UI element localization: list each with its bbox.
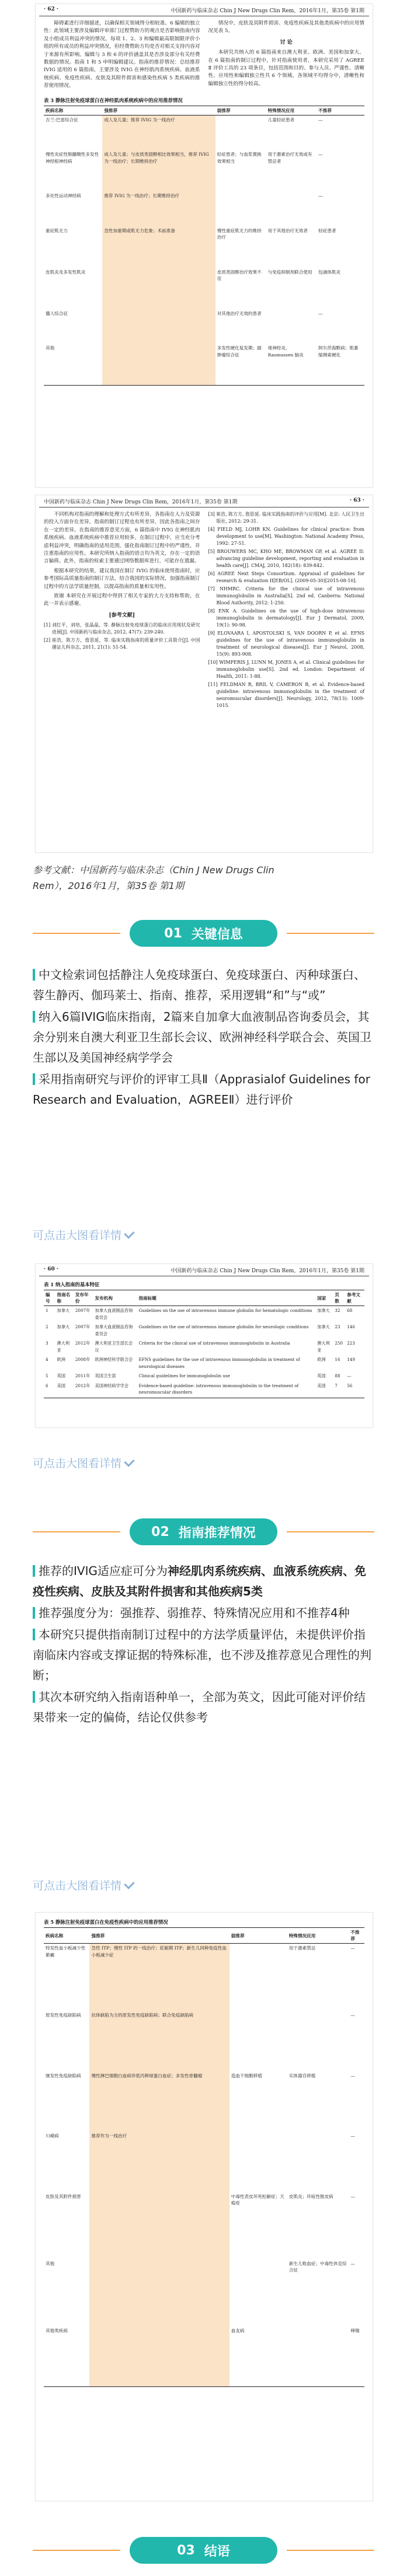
- table-cell: 英国: [317, 1373, 326, 1378]
- table-cell: 149: [347, 1357, 355, 1362]
- bullet-item: [33, 1561, 375, 1602]
- table-cell: 2007年: [75, 1324, 91, 1329]
- key-info-bullets: [33, 965, 375, 1111]
- section-heading: 讨 论: [280, 39, 293, 46]
- table-cell: 6: [44, 1381, 55, 1398]
- table-row: [44, 191, 364, 226]
- table-header-cell: 国家: [315, 1290, 333, 1306]
- reference-item: [10] WIMPERIS J, LUNN M, JONES A, et al. Clinical guidelines for immunoglobulin use[S]. 2nd ed. London: Department of Health, 2011: 1-88.: [208, 660, 364, 679]
- page-header: [39, 1264, 369, 1276]
- journal-title: 中国新药与临床杂志 Chin J New Drugs Clin Rem，2016年1月，第35卷 第1期: [171, 8, 364, 14]
- table-cell: [287, 2132, 349, 2192]
- table-header-cell: 不推荐: [349, 1928, 364, 1944]
- reference-item: [6] AGREE Next Steps Consortium. Appraisal of guidelines for research & evaluation II[EB/OL]. (2009-05-30)[2015-08-10].: [208, 571, 364, 583]
- table-cell: Evidence-based guideline: intravenous immunoglobulin in the treatment of neuromuscular disorders: [137, 1381, 315, 1398]
- table-cell: —: [350, 2013, 355, 2018]
- bullet-item: [33, 1687, 375, 1728]
- table-cell: [266, 191, 317, 226]
- table-row: [44, 2071, 364, 2132]
- bullet-bar-icon: [33, 1011, 35, 1023]
- journal-page-4[interactable]: [35, 1912, 373, 2501]
- table-cell: 与免疫抑制剂联合使用: [267, 269, 312, 275]
- table-cell: Guidelines on the use of intravenous immune globulin for neurologic conditions: [138, 1324, 309, 1329]
- table-cell: 其他: [46, 2260, 55, 2266]
- right-column: [208, 20, 365, 92]
- table-cell: 中毒性表皮坏死松解症；天疱疮: [231, 2193, 284, 2206]
- table-cell: 慢性重症肌无力的维持治疗: [217, 228, 262, 240]
- title-line-right: [287, 933, 374, 934]
- table-cell: [89, 2326, 229, 2387]
- page-header: [39, 495, 369, 508]
- table-header-cell: 页数: [333, 1290, 345, 1306]
- table-row: [44, 1381, 364, 1398]
- table-cell: 哮喘: [349, 2326, 364, 2387]
- page-columns: [36, 508, 373, 714]
- reference-item: [3] 崔浩, 陈方方, 詹思延. 临床实践指南的评价与应用[M]. 北京: 人民卫生出版社, 2012: 29-31.: [208, 512, 364, 524]
- table-row: [44, 268, 364, 309]
- table-header-cell: 指南标题: [137, 1290, 315, 1306]
- table-cell: 加拿大: [57, 1308, 70, 1313]
- bullet-text: 中文检索词包括静注人免疫球蛋白、免疫球蛋白、丙种球蛋白、蓉生静丙、伽玛莱士、指南、推荐，采用逻辑“和”与“或”: [33, 968, 366, 1002]
- reference-item: [9] ELOVAARA I, APOSTOLSKI S, VAN DOORN P, et al. EFNS guidelines for the use of intravenous immunoglobulin in treatment of neurological diseases[J]. Eur J Neurol, 2008, 15(9): 893-908.: [208, 631, 364, 657]
- link-text: 可点击大图看详情: [33, 1457, 122, 1470]
- bullet-text: 采用指南研究与评价的评审工具Ⅱ（Apprasialof Guidelines for Research and Evaluation，AGREEⅡ）进行评价: [33, 1072, 370, 1107]
- table-caption: 表 3 静脉注射免疫球蛋白在神经肌肉系统疾病中的应用推荐情况: [44, 97, 183, 103]
- bullet-bar-icon: [33, 1629, 35, 1640]
- table-cell: Criteria for the clinical use of intravenous immunoglobulin in Australia: [138, 1340, 290, 1346]
- link-text: 可点击大图看详情: [33, 1229, 122, 1242]
- table-cell: 轻症患者: [318, 228, 336, 233]
- body-paragraph: 本研究共纳入的 6 篇指南来自澳大利亚、欧洲、美国和加拿大。在 6 篇指南的制订过程中，针对指南使用者，本研究采用了 AGREE Ⅱ 评价工具的 23 项条目，包括范围和目的、参与人员、严谨性、清晰性、应用性和编辑独立性共 6 个领域。各领域平均得分中，清晰性和编辑独立性的得分较高。: [208, 50, 364, 87]
- source-citation: [33, 862, 375, 894]
- table-cell: 用于激素禁忌: [288, 1945, 316, 1951]
- table-header-cell: 发布机构: [93, 1290, 137, 1306]
- table-cell: 2007年: [75, 1308, 91, 1313]
- recommendation-bullets: [33, 1561, 375, 1729]
- table-cell: 加拿大: [317, 1324, 330, 1329]
- table-cell: [102, 309, 215, 344]
- section-title-03: [0, 2535, 407, 2566]
- table-cell: 重症肌无力: [46, 228, 68, 233]
- table-cell: 特发性血小板减少性紫癜: [46, 1945, 86, 1958]
- table-header-cell: 疾病名称: [44, 1928, 89, 1944]
- table-cell: 皮肌炎；坏疽性脓皮病: [288, 2193, 333, 2199]
- table-row: [44, 2326, 364, 2387]
- table-cell: [229, 2259, 287, 2326]
- table-cell: 视神经炎、Rasmussen 脑炎: [266, 344, 317, 386]
- table-cell: [215, 191, 266, 226]
- table-cell: 其他: [44, 344, 102, 386]
- table-cell: —: [350, 2133, 355, 2138]
- table-cell: —: [318, 152, 323, 158]
- page-number: · 62 ·: [44, 6, 59, 12]
- bullet-text: 其次本研究纳入指南语种单一，全部为英文，因此可能对评价结果带来一定的偏倚，结论仅供参考: [33, 1690, 366, 1724]
- section-title-01: [0, 918, 407, 949]
- table-header-cell: 弱推荐: [229, 1928, 287, 1944]
- bullet-bold-text: 神经肌肉系统疾病、血液系统疾病、免疫性疾病、皮肤及其附件损害和其他疾病5类: [33, 1564, 366, 1598]
- table-cell: [229, 2011, 287, 2071]
- right-column: [208, 511, 365, 710]
- table-cell: 慢性淋巴细胞白血病伴低丙种球蛋白血症；多发性骨髓瘤: [89, 2071, 229, 2132]
- section-title-02: [0, 1517, 407, 1547]
- table-cell: 继发性免疫缺陷病: [46, 2073, 81, 2078]
- table-cell: 血友病: [229, 2326, 287, 2387]
- page-number: · 63 ·: [349, 498, 364, 503]
- table-cell: 加拿大: [317, 1308, 330, 1313]
- table-row: [44, 115, 364, 150]
- table-cell: 成人及儿童；与皮质类固醇相比效果相当，推荐 IVIG 为一线治疗；长期维持治疗: [102, 150, 215, 191]
- page-columns: [36, 16, 373, 96]
- table-cell: 146: [347, 1324, 355, 1329]
- bullet-text: 纳入6篇IVIG临床指南，2篇来自加拿大血液制品咨询委员会，其余分别来自澳大利亚卫生部长会议、欧洲神经科学联合会、英国卫生部以及美国神经病学学会: [33, 1010, 371, 1065]
- bullet-text: 推荐的IVIG适应症可分为: [39, 1564, 168, 1578]
- table-cell: 原发性免疫缺陷病: [46, 2013, 81, 2018]
- table-cell: 推荐 IVIG 为一线治疗；长期维持治疗: [102, 191, 215, 226]
- bullet-bar-icon: [33, 969, 35, 981]
- table-cell: 68: [347, 1308, 353, 1313]
- journal-page-2[interactable]: [35, 495, 373, 853]
- table-caption: 表 1 纳入指南的基本特征: [44, 1282, 100, 1287]
- table-row: [44, 2132, 364, 2192]
- table-cell: 多发性硬化复发期；副肿瘤综合征: [215, 344, 266, 386]
- section-label: 结语: [204, 2544, 230, 2559]
- table-cell: Guidelines on the use of intravenous immune globulin for hematologic conditions: [138, 1308, 312, 1313]
- bullet-item: [33, 1603, 375, 1623]
- table-cell: 新生儿败血症；中毒性休克综合征: [288, 2260, 347, 2273]
- table-header-cell: 参考文献: [345, 1290, 364, 1306]
- references-heading: [参考文献]: [109, 612, 135, 618]
- table-caption: 表 5 静脉注射免疫球蛋白在免疫性疾病中的应用推荐情况: [44, 1919, 168, 1925]
- left-column: [44, 20, 200, 92]
- table-cell: [102, 268, 215, 309]
- journal-title: 中国新药与临床杂志 Chin J New Drugs Clin Rem，2016年1月，第35卷 第1期: [171, 1268, 364, 1274]
- table-cell: 加拿大血液制品咨询委员会: [95, 1308, 133, 1320]
- table-cell: 2008年: [75, 1357, 91, 1362]
- section-pill: [130, 2537, 277, 2564]
- table-header-cell: 不推荐: [316, 106, 364, 115]
- table-cell: 250: [335, 1340, 343, 1346]
- immune-disease-table: [44, 1927, 364, 2387]
- check-icon: [124, 1456, 134, 1466]
- table-cell: 2012年: [74, 1381, 93, 1398]
- table-row: [44, 1306, 364, 1323]
- table-cell: 包涵体肌炎: [318, 269, 341, 275]
- table-cell: 56: [345, 1381, 364, 1398]
- table-header-cell: 编号: [44, 1290, 55, 1306]
- table-cell: 对其他治疗无效的患者: [217, 310, 262, 316]
- bullet-item: [33, 1007, 375, 1068]
- left-column: [44, 511, 200, 710]
- section-number: 02: [151, 1524, 169, 1539]
- table-row: [44, 2011, 364, 2071]
- table-cell: 88: [335, 1373, 340, 1378]
- table-cell: 美国: [315, 1381, 333, 1398]
- reference-item: [1] 刘红平，刘培，张晶晶，等. 静脉注射免疫球蛋白的临床应用现状及研究进展[J]. 中国新药与临床杂志, 2012, 47(7): 239-240.: [44, 622, 200, 635]
- reference-item: [11] FELDMAN R, BRIL V, CAMERON B, et al. Evidence-based guideline: intravenous immunoglobulin in the treatment of neuromuscular disorders[J]. Neurology, 2012, 78(13): 1009-1015.: [208, 682, 364, 708]
- table-cell: 急性 ITP；慢性 ITP 的一线治疗；妊娠期 ITP；新生儿同种免疫性血小板减少症: [89, 1944, 229, 2011]
- table-cell: 儿童轻症患者: [267, 117, 295, 123]
- body-paragraph: 情况中，皮肤及其附件损害、免疫性疾病及其他类疾病中的应用情况见表 5。: [208, 20, 364, 34]
- table-cell: 欧洲: [57, 1357, 65, 1362]
- section-label: 关键信息: [191, 927, 243, 942]
- title-line-left: [33, 2550, 120, 2551]
- table-cell: 3: [46, 1340, 48, 1346]
- table-header-cell: 强推荐: [102, 106, 215, 115]
- reference-item: [4] FIELD MJ, LOHR KN. Guidelines for clinical practice: from development to use[M]. Washington: National Academy Press, 1992: 27-51.: [208, 527, 364, 546]
- table-cell: [229, 2132, 287, 2192]
- section-label: 指南推荐情况: [178, 1525, 256, 1541]
- table-cell: 美国: [55, 1381, 74, 1398]
- table-cell: [89, 2259, 229, 2326]
- table-cell: 5: [46, 1373, 48, 1378]
- table-row: [44, 2259, 364, 2326]
- table-row: [44, 344, 364, 386]
- table-cell: 7: [333, 1381, 345, 1398]
- table-cell: 澳大利亚: [57, 1340, 70, 1353]
- table-cell: 32: [335, 1308, 340, 1313]
- bullet-bar-icon: [33, 1565, 35, 1577]
- table-cell: 澳大利亚: [317, 1340, 330, 1353]
- table-cell: 轻症患者；与血浆置换效果相当: [217, 152, 262, 164]
- table-row: [44, 1371, 364, 1381]
- guideline-table: [44, 1290, 364, 1398]
- table-cell: 223: [347, 1340, 355, 1346]
- reference-list: [208, 511, 365, 709]
- bullet-item: [33, 965, 375, 1006]
- section-number: 03: [177, 2543, 195, 2558]
- table-row: [44, 1322, 364, 1339]
- section-pill: [130, 920, 277, 947]
- page-header: [39, 4, 369, 16]
- table-cell: 其他类疾病: [44, 2326, 89, 2387]
- table-cell: 多灶性运动神经病: [46, 193, 81, 199]
- table-row: [44, 226, 364, 268]
- bullet-item: [33, 1625, 375, 1686]
- view-large-image-link[interactable]: [33, 1877, 134, 1893]
- table-row: [44, 150, 364, 191]
- bullet-item: [33, 1069, 375, 1110]
- table-cell: 4: [46, 1357, 48, 1362]
- body-paragraph: 不同机构对指南的理解和处理方式有所差异，各指南在人力及资源的投入方面存在差异，指南的制订过程也有所差异，因此各指南之间存在一定的差异。在指南的推荐意见方面，6 篇指南中 IVIG 在神经肌肉系统疾病、血液系统疾病中推荐应用较多。在制订过程中，应当充分考虑利益冲突，明确指南的适用范围，强化指南制订过程中的严谨性，并注重指南的应用性。本研究所纳入指南的语言均为英文，存在一定的语言偏倚。此外，指南的检索主要通过网络数据库进行，可能存在遗漏。: [44, 512, 200, 565]
- journal-title: 中国新药与临床杂志 Chin J New Drugs Clin Rem，2016年1月，第35卷 第1期: [44, 499, 238, 505]
- table-cell: —: [350, 1945, 355, 1951]
- page-number: · 60 ·: [44, 1266, 59, 1272]
- journal-page-3[interactable]: [35, 1264, 373, 1428]
- table-cell: [215, 115, 266, 150]
- table-cell: 2: [46, 1324, 48, 1329]
- bullet-bar-icon: [33, 1073, 35, 1085]
- reference-list: [44, 622, 200, 651]
- table-cell: [287, 2011, 349, 2071]
- table-cell: 欧洲神经科学联合会: [95, 1357, 133, 1362]
- title-line-left: [33, 933, 120, 934]
- table-cell: 英国: [57, 1373, 65, 1378]
- table-header-cell: 强推荐: [89, 1928, 229, 1944]
- bullet-text: 推荐强度分为：强推荐、弱推荐、特殊情况应用和不推荐4种: [39, 1606, 350, 1620]
- bullet-bar-icon: [33, 1607, 35, 1619]
- table-cell: [287, 2326, 349, 2387]
- table-cell: —: [318, 117, 323, 123]
- table-cell: 皮肌炎及多发性肌炎: [46, 269, 86, 275]
- table-cell: 2011年: [75, 1373, 91, 1378]
- check-icon: [124, 1878, 134, 1889]
- table-cell: —: [318, 193, 323, 199]
- table-cell: 加拿大血液制品咨询委员会: [95, 1324, 133, 1336]
- table-row: [44, 1944, 364, 2011]
- check-icon: [124, 1228, 134, 1238]
- source-line-2: Rem），2016年1月，第35卷 第1期: [33, 880, 185, 891]
- table-cell: Clinical guidelines for immunoglobulin use: [138, 1373, 230, 1378]
- bullet-text: 本研究只提供指南制订过程中的方法学质量评估，未提供评价指南临床内容或支撑证据的特殊标准，也不涉及推荐意见合理性的判断；: [33, 1628, 371, 1682]
- section-pill: [130, 1518, 277, 1545]
- table-cell: 造血干细胞移植: [231, 2073, 262, 2078]
- table-cell: 用于其他治疗无效者: [267, 228, 308, 233]
- table-cell: 用于激素治疗无效或有禁忌者: [267, 152, 312, 164]
- table-cell: [229, 1944, 287, 2011]
- table-cell: 慢性炎症性脱髓鞘性多发性神经根神经病: [46, 152, 99, 164]
- table-cell: —: [347, 1373, 352, 1378]
- reference-item: [5] BROUWERS MC, KHO ME, BROWMAN GP, et al. AGREE II: advancing guideline development, reporting and evaluation in health care[J]. CMAJ, 2010, 182(18): 839-842.: [208, 549, 364, 568]
- body-paragraph: 根据本研究的结果，建议我国在制订 IVIG 的临床使用指南时，应参考国际高质量指南的制订方法，结合我国的实际情况，加强指南制订过程中的方法学质量控制，以提高指南的质量和实用性。: [44, 568, 200, 590]
- journal-page-1[interactable]: [35, 4, 373, 488]
- view-large-image-link[interactable]: [33, 1227, 134, 1242]
- table-header-cell: 弱推荐: [215, 106, 266, 115]
- table-row: [44, 2192, 364, 2259]
- table-cell: 皮肤及其附件损害: [46, 2193, 81, 2199]
- table-cell: —: [350, 2260, 355, 2266]
- table-cell: 抗体缺陷为主的原发性免疫缺陷病；联合免疫缺陷病: [89, 2011, 229, 2071]
- table-cell: [89, 2192, 229, 2259]
- table-cell: 加拿大: [57, 1324, 70, 1329]
- table-cell: 成人及儿童；推荐 IVIG 为一线治疗: [102, 115, 215, 150]
- title-line-left: [33, 1531, 120, 1532]
- bullet-bar-icon: [33, 1691, 35, 1703]
- table-cell: [266, 309, 317, 344]
- view-large-image-link[interactable]: [33, 1455, 134, 1471]
- table-cell: 吉兰-巴雷综合征: [46, 117, 78, 123]
- table-cell: 23: [335, 1324, 340, 1329]
- table-cell: 阿尔茨海默病；肌萎缩侧索硬化: [316, 344, 364, 386]
- table-row: [44, 1339, 364, 1355]
- acknowledgement: 致谢 本研究在开展过程中得到了相关专家的大力支持和帮助，在此一并表示感谢。: [44, 593, 200, 607]
- table-cell: [102, 344, 215, 386]
- table-cell: 1: [46, 1308, 48, 1313]
- table-cell: EFNS guidelines for the use of intravenous immunoglobulin in treatment of neurological diseases: [138, 1357, 300, 1369]
- table-header-cell: 疾病名称: [44, 106, 102, 115]
- table-cell: 皮质类固醇治疗效果不佳: [217, 269, 262, 282]
- table-cell: —: [350, 2193, 355, 2199]
- body-paragraph: 障碍素进行详细描述，以确保相关领域得分相较准。6 编辑的独立性：此领域主要涉及编辑评审部门过程赞助方的观点是否影响指南内容及小组成员利益冲突的情况。每项 1、2、3 和编辑最高限制限评价小组的所有成员的利益冲突情况，但经费赞助方均是否对相关支持内容对于来源有所影响。编辑与 3 和 6 的评价涵盖其是否涉及部分有关经费数据的情况。指南 1 和 5 申明编辑建议。指南的推荐情况：总结推荐 IVIG 适用的 6 篇指南，主要涉及 IVIG 在神经肌肉系统疾病、血液系统疾病、免疫性疾病、皮肤及其附件损害和感染性疾病 5 类疾病的推荐使用情况。: [44, 20, 200, 89]
- section-number: 01: [164, 926, 182, 941]
- source-line-1: 参考文献：中国新药与临床杂志（Chin J New Drugs Clin: [33, 864, 274, 876]
- table-header-cell: 特殊情况应用: [266, 106, 317, 115]
- table-cell: 2012年: [75, 1340, 91, 1346]
- table-row: [44, 309, 364, 344]
- table-header-cell: 特殊情况应用: [287, 1928, 349, 1944]
- recommendation-table: [44, 106, 364, 386]
- table-cell: 欧洲: [317, 1357, 326, 1362]
- table-cell: —: [350, 2073, 355, 2078]
- table-cell: 急性加重期或肌无力危象；术前准备: [102, 226, 215, 268]
- reference-item: [7] NHMRC. Criteria for the clinical use of intravenous immunoglobulin in Australia[S]. 2nd ed. Canberra: National Blood Authority, 2012: 1-250.: [208, 586, 364, 606]
- table-header-cell: 指南名称: [55, 1290, 74, 1306]
- table-cell: 川崎病: [46, 2133, 59, 2138]
- table-cell: 实体器官移植: [288, 2073, 316, 2078]
- table-header-cell: 发布年份: [74, 1290, 93, 1306]
- reference-item: [2] 崔浩，陈方方，詹思延，等. 临床实践指南的质量评价工具简介[J]. 中国循证儿科杂志, 2011, 21(1): 51-54.: [44, 638, 200, 650]
- table-cell: 美国神经病学学会: [93, 1381, 137, 1398]
- link-text: 可点击大图看详情: [33, 1880, 122, 1892]
- table-cell: 澳大利亚卫生部长会议: [95, 1340, 133, 1353]
- table-cell: —: [318, 310, 323, 316]
- table-row: [44, 1355, 364, 1371]
- title-line-right: [287, 2550, 374, 2551]
- reference-item: [8] ENK A. Guidelines on the use of high-dose intravenous immunoglobulin in dermatology[J]. Eur J Dermatol, 2009, 19(1): 90-98.: [208, 608, 364, 628]
- table-cell: 推荐作为一线治疗: [89, 2132, 229, 2192]
- title-line-right: [287, 1531, 374, 1532]
- table-cell: 僵人综合征: [46, 310, 68, 316]
- table-cell: 英国卫生部: [95, 1373, 116, 1378]
- table-cell: 16: [335, 1357, 340, 1362]
